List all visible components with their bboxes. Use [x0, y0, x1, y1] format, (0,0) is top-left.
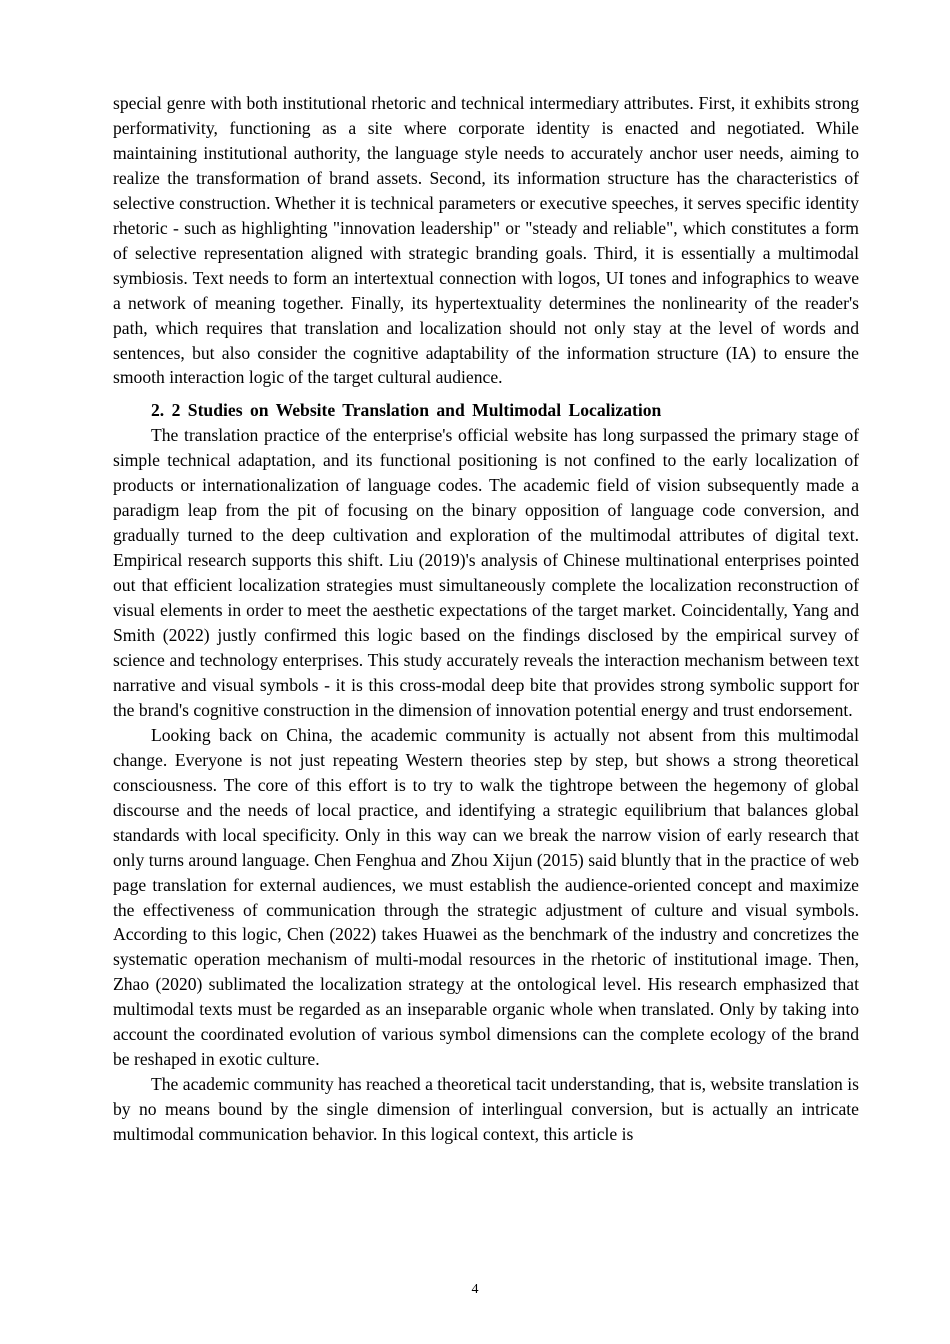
paragraph: The translation practice of the enterprise's official website has long surpassed the primary stage of simple technical adaptation, and its functional positioning is not confined to the early localization of products or internationalization of language codes. The academic field of vision subsequently made a paradigm leap from the pit of focusing on the binary opposition of language code conversion, and gradually turned to the deep cultivation and exploration of the multimodal attributes of digital text. Empirical research supports this shift. Liu (2019)'s analysis of Chinese multinational enterprises pointed out that efficient localization strategies must simultaneously complete the localization reconstruction of visual elements in order to meet the aesthetic expectations of the target market. Coincidentally, Yang and Smith (2022) justly confirmed this logic based on the findings disclosed by the empirical survey of science and technology enterprises. This study accurately reveals the interaction mechanism between text narrative and visual symbols - it is this cross-modal deep bite that provides strong symbolic support for the brand's cognitive construction in the dimension of innovation potential energy and trust endorsement. [113, 425, 859, 720]
paragraph: The academic community has reached a theoretical tacit understanding, that is, website translation is by no means bound by the single dimension of interlingual conversion, but is actually an intricate multimodal communication behavior. In this logical context, this article is [113, 1074, 859, 1145]
section-heading: 2. 2 Studies on Website Translation and Multimodal Localization [151, 400, 662, 421]
document-page [113, 91, 859, 1147]
paragraph-continued: special genre with both institutional rhetoric and technical intermediary attributes. First, it exhibits strong performativity, functioning as a site where corporate identity is enacted and negotiated. While maintaining institutional authority, the language style needs to accurately anchor user needs, aiming to realize the transformation of brand assets. Second, its information structure has the characteristics of selective construction. Whether it is technical parameters or executive speeches, it serves specific identity rhetoric - such as highlighting "innovation leadership" or "steady and reliable", which constitutes a form of selective representation aligned with strategic branding goals. Third, it is essentially a multimodal symbiosis. Text needs to form an intertextual connection with logos, UI tones and infographics to weave a network of meaning together. Finally, its hypertextuality determines the nonlinearity of the reader's path, which requires that translation and localization should not only stay at the level of words and sentences, but also consider the cognitive adaptability of the information structure (IA) to ensure the smooth interaction logic of the target cultural audience. [113, 93, 859, 388]
page-number: 4 [471, 1282, 479, 1297]
paragraph: Looking back on China, the academic community is actually not absent from this multimodal change. Everyone is not just repeating Western theories step by step, but shows a strong theoretical consciousness. The core of this effort is to try to walk the tightrope between the hegemony of global discourse and the needs of local practice, and identifying a strategic equilibrium that balances global standards with local specificity. Only in this way can we break the narrow vision of early research that only turns around language. Chen Fenghua and Zhou Xijun (2015) said bluntly that in the practice of web page translation for external audiences, we must establish the audience-oriented concept and maximize the effectiveness of communication through the strategic adjustment of culture and visual symbols. According to this logic, Chen (2022) takes Huawei as the benchmark of the industry and concretizes the systematic operation mechanism of multi-modal resources in the rhetoric of institutional image. Then, Zhao (2020) sublimated the localization strategy at the ontological level. His research emphasized that multimodal texts must be regarded as an inseparable organic whole when translated. Only by taking into account the coordinated evolution of various symbol dimensions can the complete ecology of the brand be reshaped in exotic culture. [113, 724, 859, 1070]
